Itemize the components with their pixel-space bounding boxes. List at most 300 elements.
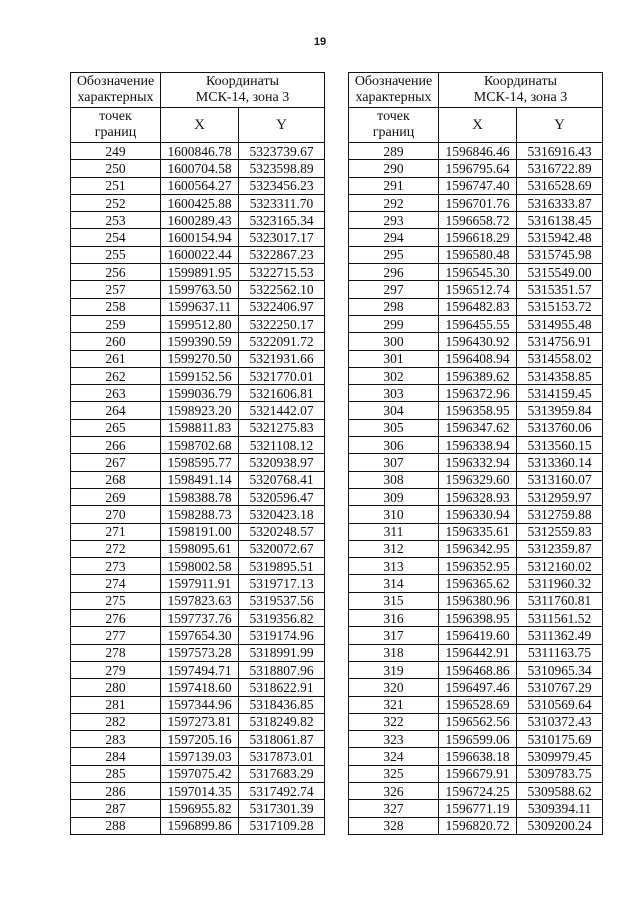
table-row — [349, 471, 603, 488]
table-row — [71, 367, 325, 384]
point-number-cell: 289 — [349, 143, 439, 160]
table-row — [349, 229, 603, 246]
x-coordinate-cell: 1596380.96 — [439, 592, 517, 609]
point-number-cell: 276 — [71, 610, 161, 627]
point-number-cell: 270 — [71, 506, 161, 523]
table-row — [71, 782, 325, 799]
x-coordinate-cell: 1596618.29 — [439, 229, 517, 246]
y-coordinate-cell: 5312559.83 — [517, 523, 603, 540]
x-coordinate-cell: 1598923.20 — [161, 402, 239, 419]
table-row — [349, 143, 603, 160]
point-number-cell: 262 — [71, 367, 161, 384]
table-row — [71, 402, 325, 419]
point-number-cell: 274 — [71, 575, 161, 592]
coordinates-header-line: МСК-14, зона 3 — [473, 90, 568, 105]
point-number-cell: 277 — [71, 627, 161, 644]
table-row — [71, 471, 325, 488]
x-coordinate-cell: 1599270.50 — [161, 350, 239, 367]
y-coordinate-cell: 5310372.43 — [517, 713, 603, 730]
x-coordinate-cell: 1596347.62 — [439, 419, 517, 436]
x-coordinate-cell: 1596430.92 — [439, 333, 517, 350]
table-row — [71, 488, 325, 505]
designation-header-top — [71, 73, 161, 108]
x-coordinate-cell: 1596332.94 — [439, 454, 517, 471]
y-coordinate-cell: 5315153.72 — [517, 298, 603, 315]
table-row — [349, 644, 603, 661]
y-coordinate-cell: 5315549.00 — [517, 264, 603, 281]
table-row — [71, 800, 325, 817]
x-coordinate-cell: 1597654.30 — [161, 627, 239, 644]
point-number-cell: 297 — [349, 281, 439, 298]
table-row — [349, 575, 603, 592]
y-coordinate-cell: 5311960.32 — [517, 575, 603, 592]
y-coordinate-cell: 5322091.72 — [239, 333, 325, 350]
table-row — [71, 610, 325, 627]
point-number-cell: 307 — [349, 454, 439, 471]
y-coordinate-cell: 5309394.11 — [517, 800, 603, 817]
x-coordinate-cell: 1599152.56 — [161, 367, 239, 384]
point-number-cell: 295 — [349, 246, 439, 263]
x-coordinate-cell: 1598811.83 — [161, 419, 239, 436]
table-body — [71, 143, 325, 835]
point-number-cell: 299 — [349, 315, 439, 332]
table-row — [71, 540, 325, 557]
point-number-cell: 287 — [71, 800, 161, 817]
point-number-cell: 320 — [349, 679, 439, 696]
table-row — [349, 713, 603, 730]
x-coordinate-cell: 1599390.59 — [161, 333, 239, 350]
y-coordinate-cell: 5319717.13 — [239, 575, 325, 592]
point-number-cell: 313 — [349, 558, 439, 575]
x-coordinate-cell: 1596747.40 — [439, 177, 517, 194]
point-number-cell: 263 — [71, 385, 161, 402]
point-number-cell: 269 — [71, 488, 161, 505]
table-row — [349, 212, 603, 229]
x-coordinate-cell: 1596338.94 — [439, 437, 517, 454]
table-row — [71, 558, 325, 575]
table-row — [349, 558, 603, 575]
table-row — [349, 488, 603, 505]
x-header: X — [161, 108, 239, 143]
designation-header-line: точек — [377, 109, 410, 124]
point-number-cell: 278 — [71, 644, 161, 661]
x-coordinate-cell: 1596771.19 — [439, 800, 517, 817]
table-row — [349, 419, 603, 436]
y-coordinate-cell: 5316333.87 — [517, 194, 603, 211]
y-header: Y — [517, 108, 603, 143]
point-number-cell: 298 — [349, 298, 439, 315]
coordinates-table-left — [70, 72, 325, 835]
y-coordinate-cell: 5323165.34 — [239, 212, 325, 229]
point-number-cell: 322 — [349, 713, 439, 730]
table-row — [71, 229, 325, 246]
x-coordinate-cell: 1596899.86 — [161, 817, 239, 834]
y-coordinate-cell: 5318249.82 — [239, 713, 325, 730]
x-coordinate-cell: 1598491.14 — [161, 471, 239, 488]
page-number: 19 — [313, 36, 327, 48]
point-number-cell: 290 — [349, 160, 439, 177]
y-coordinate-cell: 5315351.57 — [517, 281, 603, 298]
table-row — [71, 350, 325, 367]
point-number-cell: 279 — [71, 661, 161, 678]
point-number-cell: 275 — [71, 592, 161, 609]
x-coordinate-cell: 1596358.95 — [439, 402, 517, 419]
table-row — [349, 817, 603, 834]
y-coordinate-cell: 5311163.75 — [517, 644, 603, 661]
coordinates-header-line: Координаты — [484, 74, 557, 89]
y-coordinate-cell: 5314159.45 — [517, 385, 603, 402]
point-number-cell: 310 — [349, 506, 439, 523]
x-coordinate-cell: 1596335.61 — [439, 523, 517, 540]
x-coordinate-cell: 1597273.81 — [161, 713, 239, 730]
y-coordinate-cell: 5319356.82 — [239, 610, 325, 627]
x-coordinate-cell: 1600289.43 — [161, 212, 239, 229]
table-row — [349, 315, 603, 332]
x-coordinate-cell: 1596330.94 — [439, 506, 517, 523]
x-coordinate-cell: 1596955.82 — [161, 800, 239, 817]
table-row — [349, 540, 603, 557]
y-coordinate-cell: 5317873.01 — [239, 748, 325, 765]
point-number-cell: 324 — [349, 748, 439, 765]
table-row — [71, 212, 325, 229]
point-number-cell: 325 — [349, 765, 439, 782]
point-number-cell: 293 — [349, 212, 439, 229]
y-coordinate-cell: 5309588.62 — [517, 782, 603, 799]
y-coordinate-cell: 5310965.34 — [517, 661, 603, 678]
y-coordinate-cell: 5319895.51 — [239, 558, 325, 575]
coordinates-header-line: Координаты — [206, 74, 279, 89]
table-row — [71, 523, 325, 540]
x-coordinate-cell: 1597139.03 — [161, 748, 239, 765]
point-number-cell: 254 — [71, 229, 161, 246]
table-row — [349, 782, 603, 799]
designation-header-line: Обозначение — [354, 74, 433, 89]
point-number-cell: 283 — [71, 731, 161, 748]
table-row — [71, 765, 325, 782]
point-number-cell: 268 — [71, 471, 161, 488]
y-coordinate-cell: 5321275.83 — [239, 419, 325, 436]
table-row — [349, 523, 603, 540]
y-coordinate-cell: 5309979.45 — [517, 748, 603, 765]
y-coordinate-cell: 5309200.24 — [517, 817, 603, 834]
x-coordinate-cell: 1596342.95 — [439, 540, 517, 557]
y-coordinate-cell: 5310569.64 — [517, 696, 603, 713]
point-number-cell: 303 — [349, 385, 439, 402]
x-coordinate-cell: 1600564.27 — [161, 177, 239, 194]
x-coordinate-cell: 1596329.60 — [439, 471, 517, 488]
x-coordinate-cell: 1596442.91 — [439, 644, 517, 661]
y-coordinate-cell: 5323311.70 — [239, 194, 325, 211]
y-coordinate-cell: 5321606.81 — [239, 385, 325, 402]
x-coordinate-cell: 1597573.28 — [161, 644, 239, 661]
point-number-cell: 321 — [349, 696, 439, 713]
table-row — [71, 437, 325, 454]
x-coordinate-cell: 1596468.86 — [439, 661, 517, 678]
designation-header-line: Обозначение — [76, 74, 155, 89]
table-row — [349, 160, 603, 177]
y-coordinate-cell: 5320248.57 — [239, 523, 325, 540]
y-coordinate-cell: 5319537.56 — [239, 592, 325, 609]
x-coordinate-cell: 1596795.64 — [439, 160, 517, 177]
point-number-cell: 311 — [349, 523, 439, 540]
point-number-cell: 252 — [71, 194, 161, 211]
y-coordinate-cell: 5314955.48 — [517, 315, 603, 332]
x-coordinate-cell: 1600704.58 — [161, 160, 239, 177]
x-coordinate-cell: 1598288.73 — [161, 506, 239, 523]
point-number-cell: 314 — [349, 575, 439, 592]
x-coordinate-cell: 1597737.76 — [161, 610, 239, 627]
x-coordinate-cell: 1600154.94 — [161, 229, 239, 246]
y-coordinate-cell: 5316528.69 — [517, 177, 603, 194]
point-number-cell: 264 — [71, 402, 161, 419]
table-row — [71, 246, 325, 263]
table-row — [349, 454, 603, 471]
y-coordinate-cell: 5312759.88 — [517, 506, 603, 523]
x-coordinate-cell: 1596528.69 — [439, 696, 517, 713]
point-number-cell: 267 — [71, 454, 161, 471]
table-row — [349, 367, 603, 384]
y-coordinate-cell: 5322867.23 — [239, 246, 325, 263]
x-coordinate-cell: 1599036.79 — [161, 385, 239, 402]
x-header: X — [439, 108, 517, 143]
table-row — [71, 575, 325, 592]
y-coordinate-cell: 5318807.96 — [239, 661, 325, 678]
x-coordinate-cell: 1598191.00 — [161, 523, 239, 540]
table-row — [349, 177, 603, 194]
y-coordinate-cell: 5316138.45 — [517, 212, 603, 229]
point-number-cell: 304 — [349, 402, 439, 419]
table-row — [349, 264, 603, 281]
point-number-cell: 286 — [71, 782, 161, 799]
table-row — [349, 800, 603, 817]
y-coordinate-cell: 5320768.41 — [239, 471, 325, 488]
y-header: Y — [239, 108, 325, 143]
x-coordinate-cell: 1596580.48 — [439, 246, 517, 263]
point-number-cell: 255 — [71, 246, 161, 263]
point-number-cell: 327 — [349, 800, 439, 817]
coordinates-header — [161, 73, 325, 108]
x-coordinate-cell: 1596365.62 — [439, 575, 517, 592]
point-number-cell: 302 — [349, 367, 439, 384]
point-number-cell: 284 — [71, 748, 161, 765]
y-coordinate-cell: 5316722.89 — [517, 160, 603, 177]
point-number-cell: 317 — [349, 627, 439, 644]
y-coordinate-cell: 5311561.52 — [517, 610, 603, 627]
x-coordinate-cell: 1598002.58 — [161, 558, 239, 575]
table-row — [349, 748, 603, 765]
y-coordinate-cell: 5313959.84 — [517, 402, 603, 419]
x-coordinate-cell: 1598095.61 — [161, 540, 239, 557]
table-row — [349, 696, 603, 713]
point-number-cell: 281 — [71, 696, 161, 713]
y-coordinate-cell: 5313360.14 — [517, 454, 603, 471]
x-coordinate-cell: 1600425.88 — [161, 194, 239, 211]
designation-header-line: характерных — [355, 90, 432, 105]
y-coordinate-cell: 5317683.29 — [239, 765, 325, 782]
table-row — [349, 333, 603, 350]
table-row — [349, 731, 603, 748]
x-coordinate-cell: 1596562.56 — [439, 713, 517, 730]
y-coordinate-cell: 5318622.91 — [239, 679, 325, 696]
table-row — [349, 679, 603, 696]
x-coordinate-cell: 1598388.78 — [161, 488, 239, 505]
x-coordinate-cell: 1597911.91 — [161, 575, 239, 592]
x-coordinate-cell: 1596419.60 — [439, 627, 517, 644]
table-row — [71, 143, 325, 160]
table-row — [349, 350, 603, 367]
table-row — [71, 177, 325, 194]
point-number-cell: 318 — [349, 644, 439, 661]
y-coordinate-cell: 5322250.17 — [239, 315, 325, 332]
x-coordinate-cell: 1596389.62 — [439, 367, 517, 384]
y-coordinate-cell: 5317109.28 — [239, 817, 325, 834]
table-row — [71, 506, 325, 523]
x-coordinate-cell: 1597418.60 — [161, 679, 239, 696]
y-coordinate-cell: 5320938.97 — [239, 454, 325, 471]
point-number-cell: 249 — [71, 143, 161, 160]
table-row — [71, 679, 325, 696]
x-coordinate-cell: 1598595.77 — [161, 454, 239, 471]
x-coordinate-cell: 1600846.78 — [161, 143, 239, 160]
point-number-cell: 315 — [349, 592, 439, 609]
table-row — [349, 506, 603, 523]
table-row — [71, 454, 325, 471]
table-row — [71, 817, 325, 834]
y-coordinate-cell: 5317301.39 — [239, 800, 325, 817]
x-coordinate-cell: 1599891.95 — [161, 264, 239, 281]
y-coordinate-cell: 5314756.91 — [517, 333, 603, 350]
point-number-cell: 259 — [71, 315, 161, 332]
x-coordinate-cell: 1596398.95 — [439, 610, 517, 627]
y-coordinate-cell: 5313160.07 — [517, 471, 603, 488]
point-number-cell: 265 — [71, 419, 161, 436]
table-row — [349, 592, 603, 609]
y-coordinate-cell: 5320423.18 — [239, 506, 325, 523]
table-row — [71, 419, 325, 436]
y-coordinate-cell: 5322562.10 — [239, 281, 325, 298]
point-number-cell: 306 — [349, 437, 439, 454]
table-row — [71, 748, 325, 765]
y-coordinate-cell: 5322715.53 — [239, 264, 325, 281]
x-coordinate-cell: 1596846.46 — [439, 143, 517, 160]
table-row — [71, 160, 325, 177]
x-coordinate-cell: 1596482.83 — [439, 298, 517, 315]
designation-header-line: точек — [99, 109, 132, 124]
table-row — [349, 765, 603, 782]
point-number-cell: 253 — [71, 212, 161, 229]
x-coordinate-cell: 1597075.42 — [161, 765, 239, 782]
point-number-cell: 319 — [349, 661, 439, 678]
point-number-cell: 292 — [349, 194, 439, 211]
table-row — [71, 627, 325, 644]
x-coordinate-cell: 1596701.76 — [439, 194, 517, 211]
y-coordinate-cell: 5323017.17 — [239, 229, 325, 246]
table-row — [71, 298, 325, 315]
x-coordinate-cell: 1596408.94 — [439, 350, 517, 367]
y-coordinate-cell: 5312160.02 — [517, 558, 603, 575]
point-number-cell: 312 — [349, 540, 439, 557]
y-coordinate-cell: 5320072.67 — [239, 540, 325, 557]
x-coordinate-cell: 1597494.71 — [161, 661, 239, 678]
point-number-cell: 257 — [71, 281, 161, 298]
table-row — [71, 644, 325, 661]
x-coordinate-cell: 1597823.63 — [161, 592, 239, 609]
point-number-cell: 308 — [349, 471, 439, 488]
point-number-cell: 271 — [71, 523, 161, 540]
point-number-cell: 282 — [71, 713, 161, 730]
point-number-cell: 296 — [349, 264, 439, 281]
y-coordinate-cell: 5310175.69 — [517, 731, 603, 748]
x-coordinate-cell: 1596497.46 — [439, 679, 517, 696]
x-coordinate-cell: 1596820.72 — [439, 817, 517, 834]
point-number-cell: 256 — [71, 264, 161, 281]
y-coordinate-cell: 5309783.75 — [517, 765, 603, 782]
x-coordinate-cell: 1596328.93 — [439, 488, 517, 505]
y-coordinate-cell: 5313560.15 — [517, 437, 603, 454]
y-coordinate-cell: 5320596.47 — [239, 488, 325, 505]
table-row — [349, 281, 603, 298]
point-number-cell: 258 — [71, 298, 161, 315]
table-row — [71, 333, 325, 350]
table-row — [71, 315, 325, 332]
table-row — [71, 731, 325, 748]
table-row — [71, 696, 325, 713]
point-number-cell: 266 — [71, 437, 161, 454]
table-row — [71, 281, 325, 298]
point-number-cell: 261 — [71, 350, 161, 367]
point-number-cell: 273 — [71, 558, 161, 575]
y-coordinate-cell: 5321931.66 — [239, 350, 325, 367]
designation-header-bottom — [349, 108, 439, 143]
table-row — [349, 661, 603, 678]
point-number-cell: 326 — [349, 782, 439, 799]
coordinates-header — [439, 73, 603, 108]
table-row — [71, 661, 325, 678]
y-coordinate-cell: 5323456.23 — [239, 177, 325, 194]
point-number-cell: 280 — [71, 679, 161, 696]
x-coordinate-cell: 1600022.44 — [161, 246, 239, 263]
y-coordinate-cell: 5314558.02 — [517, 350, 603, 367]
y-coordinate-cell: 5311760.81 — [517, 592, 603, 609]
table-row — [71, 592, 325, 609]
point-number-cell: 250 — [71, 160, 161, 177]
table-body — [349, 143, 603, 835]
designation-header-line: границ — [94, 125, 137, 140]
y-coordinate-cell: 5318991.99 — [239, 644, 325, 661]
x-coordinate-cell: 1596352.95 — [439, 558, 517, 575]
y-coordinate-cell: 5319174.96 — [239, 627, 325, 644]
table-row — [349, 627, 603, 644]
y-coordinate-cell: 5321108.12 — [239, 437, 325, 454]
designation-header-top — [349, 73, 439, 108]
y-coordinate-cell: 5314358.85 — [517, 367, 603, 384]
y-coordinate-cell: 5310767.29 — [517, 679, 603, 696]
designation-header-line: границ — [372, 125, 415, 140]
point-number-cell: 294 — [349, 229, 439, 246]
y-coordinate-cell: 5318061.87 — [239, 731, 325, 748]
point-number-cell: 301 — [349, 350, 439, 367]
x-coordinate-cell: 1599512.80 — [161, 315, 239, 332]
x-coordinate-cell: 1596599.06 — [439, 731, 517, 748]
x-coordinate-cell: 1596679.91 — [439, 765, 517, 782]
y-coordinate-cell: 5323739.67 — [239, 143, 325, 160]
x-coordinate-cell: 1596638.18 — [439, 748, 517, 765]
y-coordinate-cell: 5322406.97 — [239, 298, 325, 315]
y-coordinate-cell: 5316916.43 — [517, 143, 603, 160]
y-coordinate-cell: 5323598.89 — [239, 160, 325, 177]
x-coordinate-cell: 1596512.74 — [439, 281, 517, 298]
y-coordinate-cell: 5313760.06 — [517, 419, 603, 436]
